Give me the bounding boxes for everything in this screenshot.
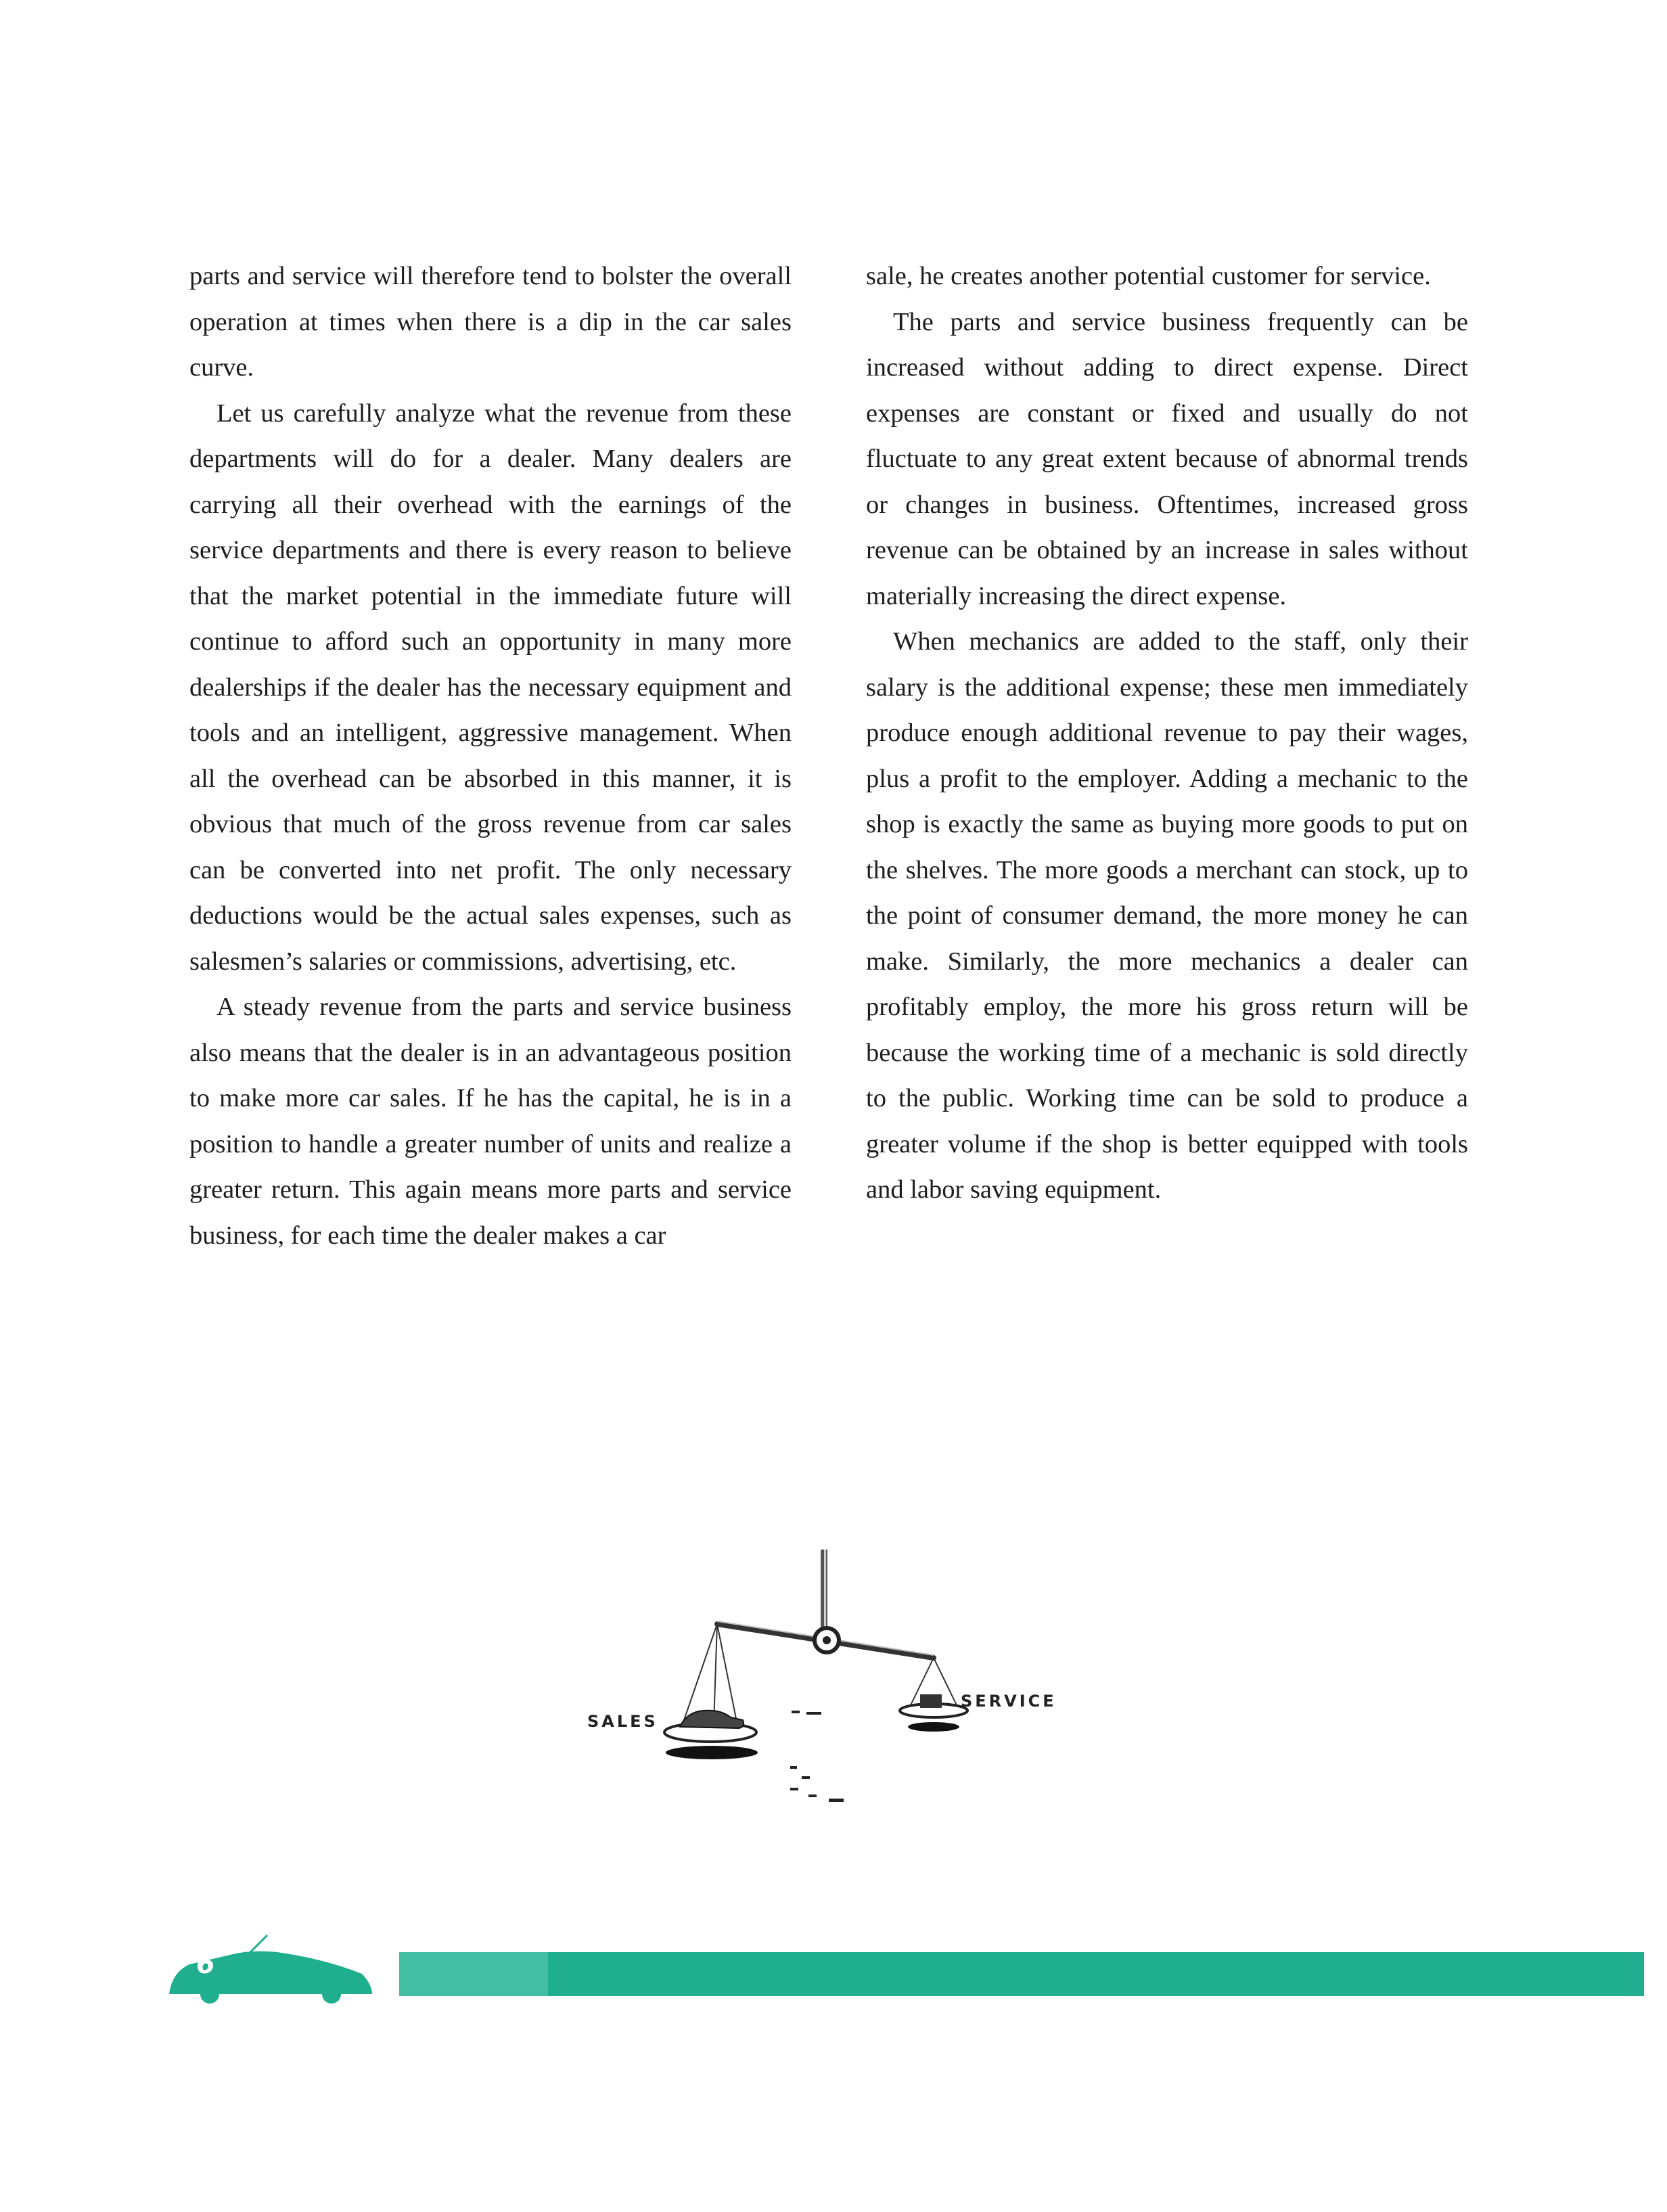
paragraph: parts and service will therefore tend to bolster the overall operation at times when there is a dip in the car sales curve. xyxy=(189,262,792,382)
balance-scale-illustration xyxy=(562,1550,1103,1820)
footer-stripe xyxy=(399,1952,1644,1996)
parts-box-icon xyxy=(920,1694,942,1708)
service-label: SERVICE xyxy=(961,1692,1057,1711)
paragraph: sale, he creates another potential customer for service. xyxy=(866,262,1431,290)
right-text-column xyxy=(866,254,1468,1213)
paragraph: A steady revenue from the parts and service business also means that the dealer is in an advantageous position to make more car sales. If he has the capital, he is in a position to handle a greater number of units and realize a greater return. This again means more parts and service business, for each time the dealer makes a car xyxy=(189,993,792,1250)
paragraph: Let us carefully analyze what the revenue from these departments will do for a dealer. Many dealers are carrying all their overhead with the earnings of the service departments and there is every reason to believe that the market potential in the immediate future will continue to afford such an opportunity in many more dealerships if the dealer has the necessary equipment and tools and an intelligent, aggressive management. When all the overhead can be absorbed in this manner, it is obvious that much of the gross revenue from car sales can be converted into net profit. The only necessary deductions would be the actual sales expenses, such as salesmen’s salaries or commissions, advertising, etc. xyxy=(189,399,792,976)
sales-label: SALES xyxy=(587,1712,658,1731)
paragraph: The parts and service business frequently can be increased without adding to direct expense. Direct expenses are constant or fixed and usually do not fluctuate to any great extent because of abnormal trends or changes in business. Oftentimes, increased gross revenue can be obtained by an increase in sales without materially increasing the direct expense. xyxy=(866,307,1468,610)
car-icon xyxy=(680,1711,744,1728)
paragraph: When mechanics are added to the staff, only their salary is the additional expense; these men immediately produce enough additional revenue to pay their wages, plus a profit to the employer. Adding a mechanic to the shop is exactly the same as buying more goods to put on the shelves. The more goods a merchant can stock, up to the point of consumer demand, the more money he can make. Similarly, the more mechanics a dealer can profitably employ, the more his gross return will be because the working time of a mechanic is sold directly to the public. Working time can be sold to produce a greater volume if the shop is better equipped with tools and labor saving equipment. xyxy=(866,627,1468,1204)
page-number: 6 xyxy=(196,1949,215,1980)
footer-band xyxy=(169,1932,1644,2006)
left-text-column xyxy=(189,254,792,1259)
